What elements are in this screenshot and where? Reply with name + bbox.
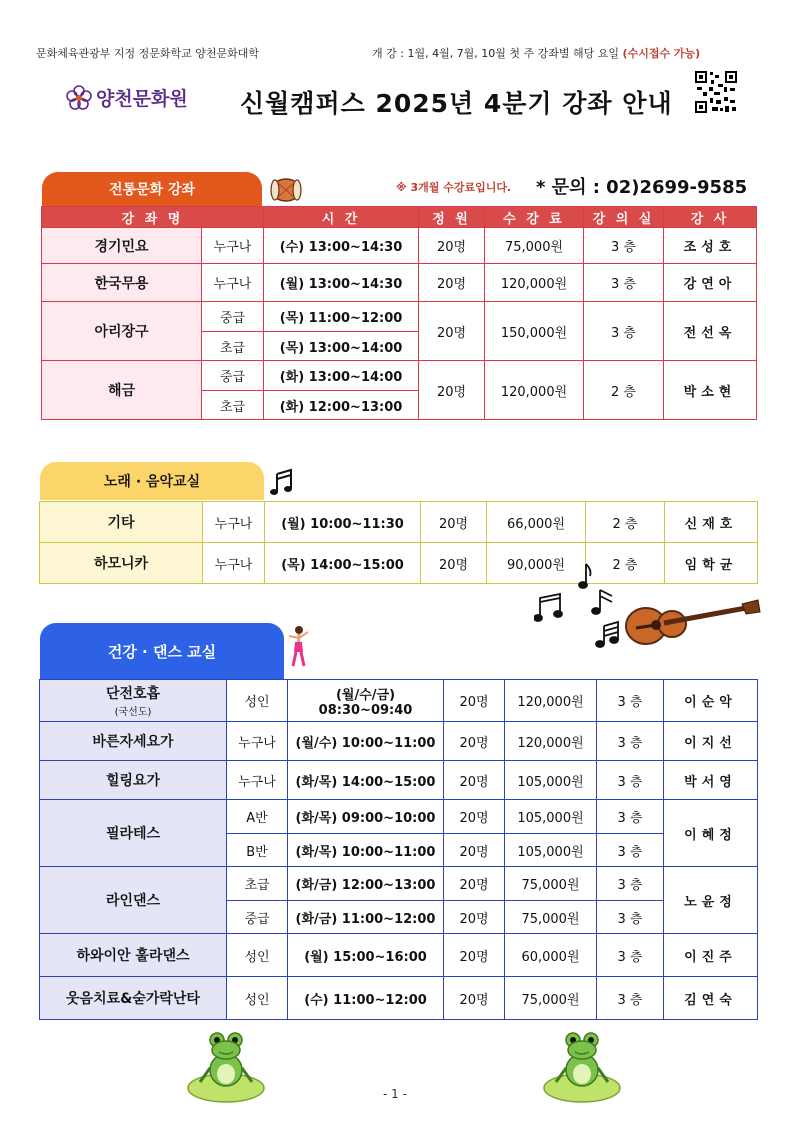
table-row	[42, 302, 757, 332]
course-name: 기타	[40, 502, 203, 543]
course-fee: 150,000원	[485, 302, 584, 361]
course-capacity: 20명	[419, 361, 485, 420]
course-teacher: 강연아	[664, 264, 757, 302]
course-fee: 120,000원	[485, 264, 584, 302]
course-level: 중급	[202, 361, 264, 391]
course-capacity: 20명	[444, 901, 505, 934]
course-name: 아리장구	[42, 302, 202, 361]
logo	[66, 84, 188, 111]
course-fee: 75,000원	[485, 228, 584, 264]
course-teacher: 이지선	[664, 722, 758, 761]
frog-icon	[542, 1026, 622, 1104]
course-capacity: 20명	[444, 977, 505, 1020]
course-teacher: 임학균	[665, 543, 758, 584]
course-room: 3 층	[584, 264, 664, 302]
course-fee: 75,000원	[505, 977, 597, 1020]
course-level: 누구나	[202, 228, 264, 264]
header-course: 강 좌 명	[42, 207, 264, 228]
table-row	[40, 761, 758, 800]
course-fee: 120,000원	[505, 680, 597, 722]
course-time: (월) 13:00~14:30	[264, 264, 419, 302]
table-row	[40, 502, 758, 543]
course-capacity: 20명	[419, 302, 485, 361]
traditional-section-tab: 전통문화 강좌	[42, 172, 262, 206]
course-teacher: 이혜정	[664, 800, 758, 867]
course-capacity: 20명	[444, 722, 505, 761]
table-row	[42, 361, 757, 391]
course-room: 2 층	[584, 361, 664, 420]
course-fee: 60,000원	[505, 934, 597, 977]
course-time: (화) 12:00~13:00	[264, 391, 419, 420]
course-name: 해금	[42, 361, 202, 420]
logo-text: 양천문화원	[96, 88, 188, 110]
course-room: 3 층	[597, 834, 664, 867]
course-name: 웃음치료&숟가락난타	[40, 977, 227, 1020]
course-name: 필라테스	[40, 800, 227, 867]
course-title: 단전호흡	[105, 686, 161, 702]
table-row	[42, 264, 757, 302]
header-left-text: 문화체육관광부 지정 정문화학교 양천문화대학	[36, 47, 260, 60]
drum-icon	[268, 176, 304, 204]
course-level: 누구나	[203, 543, 265, 584]
page-title: 신월캠퍼스 2025년 4분기 강좌 안내	[240, 89, 673, 118]
dancer-icon	[286, 624, 312, 670]
course-fee: 105,000원	[505, 761, 597, 800]
open-enrollment-note: (수시접수 가능)	[622, 47, 701, 60]
course-time: (화/금) 11:00~12:00	[288, 901, 444, 934]
course-time: (목) 13:00~14:00	[264, 332, 419, 361]
course-fee: 105,000원	[505, 800, 597, 834]
course-room: 3 층	[597, 722, 664, 761]
course-subtitle: (국선도)	[114, 707, 152, 718]
fee-notice: ※ 3개월 수강료입니다.	[396, 181, 512, 194]
course-teacher: 이순악	[664, 680, 758, 722]
course-fee: 105,000원	[505, 834, 597, 867]
course-level: 성인	[227, 977, 288, 1020]
course-room: 3 층	[597, 977, 664, 1020]
table-row	[40, 934, 758, 977]
course-level: 성인	[227, 934, 288, 977]
course-fee: 66,000원	[487, 502, 586, 543]
course-name: 한국무용	[42, 264, 202, 302]
course-teacher: 박서영	[664, 761, 758, 800]
course-time: (목) 11:00~12:00	[264, 302, 419, 332]
course-time: (화) 13:00~14:00	[264, 361, 419, 391]
course-teacher: 김연숙	[664, 977, 758, 1020]
course-time: (월/수) 10:00~11:00	[288, 722, 444, 761]
course-time: (화/금) 12:00~13:00	[288, 867, 444, 901]
course-fee: 90,000원	[487, 543, 586, 584]
course-capacity: 20명	[444, 834, 505, 867]
table-row	[42, 228, 757, 264]
course-capacity: 20명	[421, 543, 487, 584]
course-room: 2 층	[586, 543, 665, 584]
course-time: (수) 11:00~12:00	[288, 977, 444, 1020]
course-level: 누구나	[227, 761, 288, 800]
course-time: (월) 10:00~11:30	[265, 502, 421, 543]
header-time: 시 간	[264, 207, 419, 228]
music-section-tab: 노래 · 음악교실	[40, 462, 264, 500]
course-room: 3 층	[597, 680, 664, 722]
table-row	[40, 680, 758, 722]
course-time: (화/목) 09:00~10:00	[288, 800, 444, 834]
course-room: 3 층	[597, 761, 664, 800]
course-room: 3 층	[597, 800, 664, 834]
table-row	[40, 867, 758, 901]
table-row	[40, 977, 758, 1020]
course-capacity: 20명	[444, 934, 505, 977]
course-teacher: 이진주	[664, 934, 758, 977]
open-schedule-text: 개 강 : 1월, 4월, 7월, 10월 첫 주 강좌별 해당 요일	[372, 47, 620, 60]
logo-flower-icon	[66, 85, 92, 111]
course-fee: 120,000원	[505, 722, 597, 761]
health-section-tab: 건강 · 댄스 교실	[40, 623, 284, 679]
course-capacity: 20명	[444, 680, 505, 722]
table-row	[40, 800, 758, 834]
table-header-row	[42, 207, 757, 228]
course-room: 3 층	[597, 901, 664, 934]
course-teacher: 전선옥	[664, 302, 757, 361]
course-room: 3 층	[584, 228, 664, 264]
frog-icon	[186, 1026, 266, 1104]
course-level: A반	[227, 800, 288, 834]
course-teacher: 신재호	[665, 502, 758, 543]
course-name: 하와이안 훌라댄스	[40, 934, 227, 977]
inquiry-phone: * 문의 : 02)2699-9585	[536, 177, 748, 198]
course-teacher: 조성호	[664, 228, 757, 264]
header-capacity: 정 원	[419, 207, 485, 228]
header-teacher: 강 사	[664, 207, 757, 228]
course-room: 3 층	[584, 302, 664, 361]
course-level: 누구나	[202, 264, 264, 302]
course-name: 라인댄스	[40, 867, 227, 934]
course-capacity: 20명	[444, 800, 505, 834]
course-name: 경기민요	[42, 228, 202, 264]
course-capacity: 20명	[421, 502, 487, 543]
course-level: 초급	[202, 332, 264, 361]
course-time: (목) 14:00~15:00	[265, 543, 421, 584]
qr-code-icon[interactable]	[694, 70, 738, 114]
music-note-icon	[270, 468, 294, 496]
course-fee: 75,000원	[505, 867, 597, 901]
header-fee: 수 강 료	[485, 207, 584, 228]
course-room: 3 층	[597, 867, 664, 901]
course-level: 누구나	[227, 722, 288, 761]
course-time: (화/목) 14:00~15:00	[288, 761, 444, 800]
course-level: 초급	[227, 867, 288, 901]
course-level: 중급	[202, 302, 264, 332]
course-capacity: 20명	[419, 264, 485, 302]
course-fee: 75,000원	[505, 901, 597, 934]
course-time: (수) 13:00~14:30	[264, 228, 419, 264]
course-level: 중급	[227, 901, 288, 934]
course-room: 3 층	[597, 934, 664, 977]
course-room: 2 층	[586, 502, 665, 543]
music-decoration	[534, 560, 764, 656]
health-course-table	[39, 679, 758, 1020]
course-level: 성인	[227, 680, 288, 722]
course-time: (월/수/금) 08:30~09:40	[288, 680, 444, 722]
header-right-text	[372, 45, 700, 61]
course-capacity: 20명	[444, 867, 505, 901]
course-level: 초급	[202, 391, 264, 420]
course-level: B반	[227, 834, 288, 867]
traditional-course-table	[41, 206, 757, 420]
course-capacity: 20명	[419, 228, 485, 264]
course-name: 바른자세요가	[40, 722, 227, 761]
course-name	[40, 680, 227, 722]
table-row	[40, 722, 758, 761]
course-teacher: 박소현	[664, 361, 757, 420]
header-room: 강 의 실	[584, 207, 664, 228]
course-name: 힐링요가	[40, 761, 227, 800]
course-capacity: 20명	[444, 761, 505, 800]
course-level: 누구나	[203, 502, 265, 543]
course-name: 하모니카	[40, 543, 203, 584]
music-note-icon	[534, 564, 618, 647]
course-time: (월) 15:00~16:00	[288, 934, 444, 977]
guitar-icon	[626, 600, 760, 644]
course-fee: 120,000원	[485, 361, 584, 420]
course-teacher: 노윤정	[664, 867, 758, 934]
course-time: (화/목) 10:00~11:00	[288, 834, 444, 867]
page-number: - 1 -	[383, 1087, 407, 1101]
